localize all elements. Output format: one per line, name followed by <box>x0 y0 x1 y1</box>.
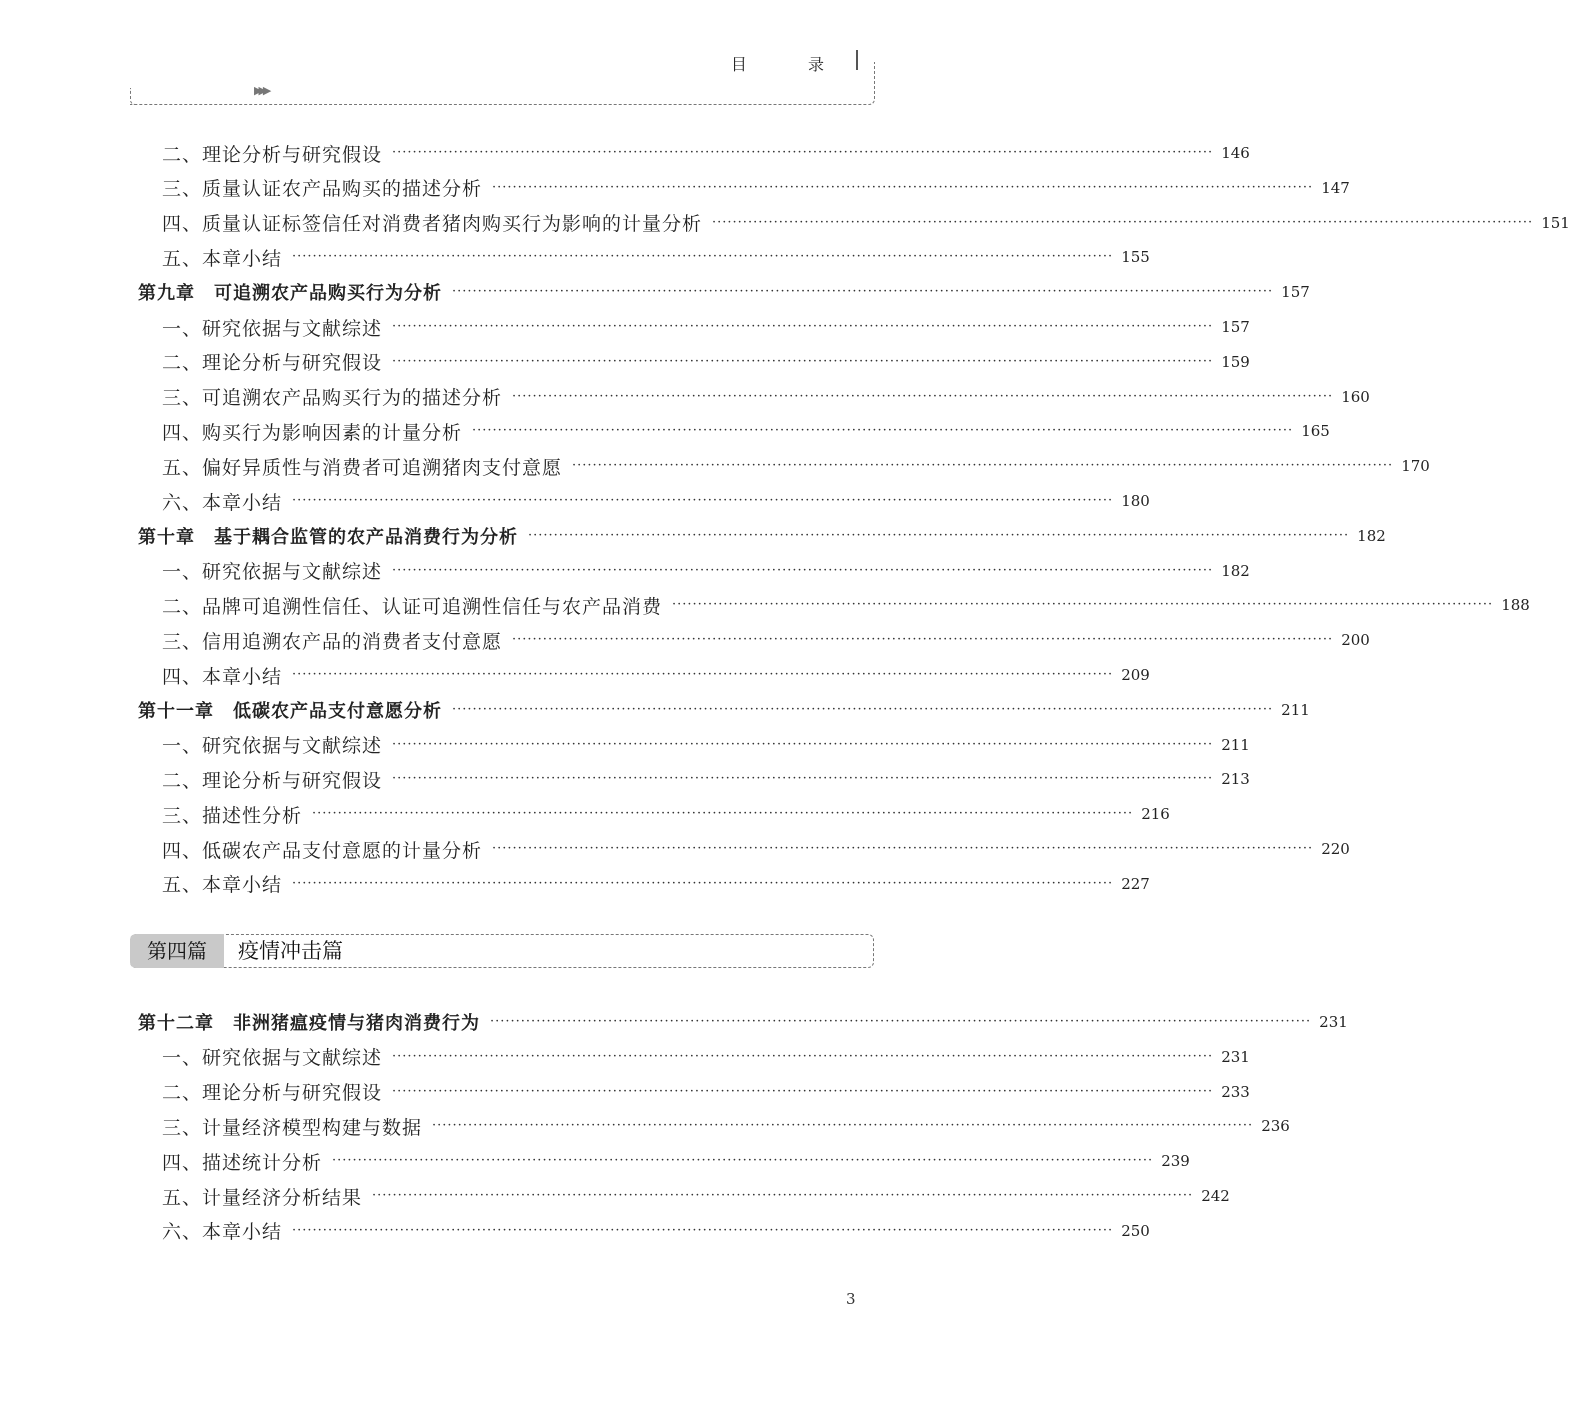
toc-leader-dots: ································································································································································ <box>292 1222 1114 1238</box>
toc-entry-title: 五、本章小结 <box>162 870 292 897</box>
toc-entry-title: 三、描述性分析 <box>162 801 312 828</box>
toc-section-entry <box>0 799 1170 829</box>
toc-section-entry <box>0 1077 1250 1107</box>
toc-leader-dots: ································································································································································ <box>392 319 1214 334</box>
toc-leader-dots: ································································································································································ <box>392 1048 1214 1064</box>
toc-entry-title: 四、本章小结 <box>162 662 292 689</box>
part-label: 第四篇 <box>130 934 224 968</box>
header-arrow-icon: ▶▶▶ <box>254 84 268 97</box>
toc-section-entry <box>0 312 1250 342</box>
toc-leader-dots: ································································································································································ <box>392 736 1214 752</box>
toc-entry-page: 231 <box>1221 1047 1250 1066</box>
toc-entry-page: 211 <box>1221 735 1250 754</box>
toc-entry-page: 170 <box>1401 457 1430 476</box>
toc-section-entry <box>0 1146 1190 1176</box>
toc-section-entry <box>0 1216 1150 1246</box>
toc-leader-dots: ································································································································································ <box>392 145 1214 160</box>
toc-leader-dots: ································································································································································ <box>492 841 1314 856</box>
toc-section-entry <box>0 1111 1290 1141</box>
toc-section-entry <box>0 625 1370 655</box>
toc-entry-page: 239 <box>1161 1152 1190 1171</box>
toc-leader-dots: ································································································································································ <box>292 493 1114 508</box>
header-frame <box>130 62 875 105</box>
toc-entry-page: 211 <box>1281 700 1310 719</box>
toc-entry-page: 155 <box>1121 248 1150 267</box>
toc-leader-dots: ································································································································································ <box>672 597 1494 613</box>
toc-entry-title: 第十章 基于耦合监管的农产品消费行为分析 <box>138 523 528 549</box>
toc-leader-dots: ································································································································································ <box>528 527 1350 543</box>
toc-entry-page: 182 <box>1221 561 1250 580</box>
toc-entry-page: 146 <box>1221 144 1250 162</box>
toc-leader-dots: ································································································································································ <box>312 806 1134 822</box>
toc-entry-title: 五、计量经济分析结果 <box>162 1183 372 1210</box>
toc-leader-dots: ································································································································································ <box>392 353 1214 369</box>
toc-entry-title: 二、理论分析与研究假设 <box>162 766 392 793</box>
toc-entry-page: 233 <box>1221 1082 1250 1101</box>
toc-entry-title: 第十一章 低碳农产品支付意愿分析 <box>138 697 452 723</box>
toc-section-entry <box>0 869 1150 899</box>
toc-entry-page: 159 <box>1221 352 1250 371</box>
toc-section-entry <box>0 590 1530 620</box>
toc-section-entry <box>0 556 1250 586</box>
toc-leader-dots: ································································································································································ <box>492 179 1314 195</box>
toc-section-entry <box>0 764 1250 794</box>
toc-entry-page: 209 <box>1121 666 1150 684</box>
toc-section-entry <box>0 660 1150 690</box>
toc-entry-page: 157 <box>1281 283 1310 302</box>
toc-section-entry <box>0 382 1370 412</box>
toc-leader-dots: ································································································································································ <box>512 632 1334 648</box>
header-title: 目 录 <box>730 55 852 74</box>
toc-leader-dots: ································································································································································ <box>292 249 1114 265</box>
toc-entry-page: 165 <box>1301 422 1330 441</box>
toc-entry-title: 五、偏好异质性与消费者可追溯猪肉支付意愿 <box>162 453 572 480</box>
toc-section-entry <box>0 730 1250 760</box>
toc-entry-title: 二、理论分析与研究假设 <box>162 140 392 167</box>
toc-chapter-entry <box>0 521 1386 551</box>
toc-leader-dots: ································································································································································ <box>392 1083 1214 1099</box>
toc-entry-title: 六、本章小结 <box>162 488 292 515</box>
toc-entry-title: 二、理论分析与研究假设 <box>162 348 392 375</box>
toc-entry-page: 200 <box>1341 631 1370 650</box>
running-header <box>130 48 876 108</box>
toc-leader-dots: ································································································································································ <box>372 1188 1194 1203</box>
toc-entry-page: 182 <box>1357 526 1386 545</box>
toc-leader-dots: ································································································································································ <box>432 1118 1254 1134</box>
toc-entry-title: 三、可追溯农产品购买行为的描述分析 <box>162 383 512 410</box>
toc-section-entry <box>0 208 1570 238</box>
toc-entry-page: 216 <box>1141 805 1170 824</box>
toc-entry-page: 151 <box>1541 213 1570 232</box>
toc-entry-title: 三、信用追溯农产品的消费者支付意愿 <box>162 627 512 654</box>
toc-chapter-entry <box>0 277 1310 307</box>
toc-entry-title: 第九章 可追溯农产品购买行为分析 <box>138 279 452 305</box>
toc-section-entry <box>0 138 1250 168</box>
toc-section-entry <box>0 173 1350 203</box>
toc-entry-title: 四、质量认证标签信任对消费者猪肉购买行为影响的计量分析 <box>162 209 712 236</box>
toc-section-entry <box>0 486 1150 516</box>
toc-section-entry <box>0 451 1430 481</box>
toc-entry-page: 220 <box>1321 840 1350 858</box>
page-number: 3 <box>846 1290 856 1308</box>
toc-entry-page: 227 <box>1121 874 1150 893</box>
toc-leader-dots: ································································································································································ <box>512 388 1334 404</box>
toc-entry-page: 231 <box>1319 1013 1348 1031</box>
toc-leader-dots: ································································································································································ <box>392 771 1214 787</box>
part-title: 疫情冲击篇 <box>238 939 343 963</box>
toc-section-entry <box>0 1042 1250 1072</box>
toc-entry-page: 213 <box>1221 770 1250 789</box>
toc-section-entry <box>0 1181 1230 1211</box>
toc-entry-page: 242 <box>1201 1187 1230 1205</box>
part-banner <box>130 934 874 968</box>
toc-entry-title: 二、品牌可追溯性信任、认证可追溯性信任与农产品消费 <box>162 592 672 619</box>
toc-entry-title: 二、理论分析与研究假设 <box>162 1078 392 1105</box>
toc-leader-dots: ································································································································································ <box>712 214 1534 230</box>
toc-leader-dots: ································································································································································ <box>392 562 1214 578</box>
toc-entry-page: 157 <box>1221 318 1250 336</box>
toc-entry-title: 六、本章小结 <box>162 1217 292 1244</box>
toc-leader-dots: ································································································································································ <box>472 423 1294 439</box>
toc-entry-page: 147 <box>1321 178 1350 197</box>
toc-entry-title: 四、购买行为影响因素的计量分析 <box>162 418 472 445</box>
toc-leader-dots: ································································································································································ <box>452 284 1274 300</box>
toc-entry-page: 160 <box>1341 387 1370 406</box>
toc-entry-page: 236 <box>1261 1117 1290 1136</box>
toc-entry-title: 四、描述统计分析 <box>162 1148 332 1175</box>
toc-entry-title: 三、质量认证农产品购买的描述分析 <box>162 174 492 201</box>
toc-entry-title: 一、研究依据与文献综述 <box>162 557 392 584</box>
toc-section-entry <box>0 242 1150 272</box>
toc-entry-title: 五、本章小结 <box>162 244 292 271</box>
toc-leader-dots: ································································································································································ <box>292 667 1114 682</box>
toc-entry-page: 188 <box>1501 596 1530 615</box>
toc-leader-dots: ································································································································································ <box>332 1153 1154 1169</box>
toc-section-entry <box>0 834 1350 864</box>
toc-leader-dots: ································································································································································ <box>572 458 1394 474</box>
toc-leader-dots: ································································································································································ <box>292 875 1114 891</box>
toc-entry-title: 三、计量经济模型构建与数据 <box>162 1113 432 1140</box>
toc-entry-page: 250 <box>1121 1221 1150 1240</box>
toc-entry-title: 一、研究依据与文献综述 <box>162 1043 392 1070</box>
toc-leader-dots: ································································································································································ <box>490 1014 1312 1029</box>
header-frame-corner <box>130 88 135 105</box>
toc-entry-page: 180 <box>1121 492 1150 510</box>
toc-leader-dots: ································································································································································ <box>452 701 1274 717</box>
toc-entry-title: 一、研究依据与文献综述 <box>162 314 392 341</box>
toc-section-entry <box>0 416 1330 446</box>
toc-section-entry <box>0 347 1250 377</box>
toc-entry-title: 一、研究依据与文献综述 <box>162 731 392 758</box>
toc-chapter-entry <box>0 1007 1348 1037</box>
toc-entry-title: 四、低碳农产品支付意愿的计量分析 <box>162 836 492 863</box>
toc-entry-title: 第十二章 非洲猪瘟疫情与猪肉消费行为 <box>138 1009 490 1035</box>
toc-chapter-entry <box>0 695 1310 725</box>
